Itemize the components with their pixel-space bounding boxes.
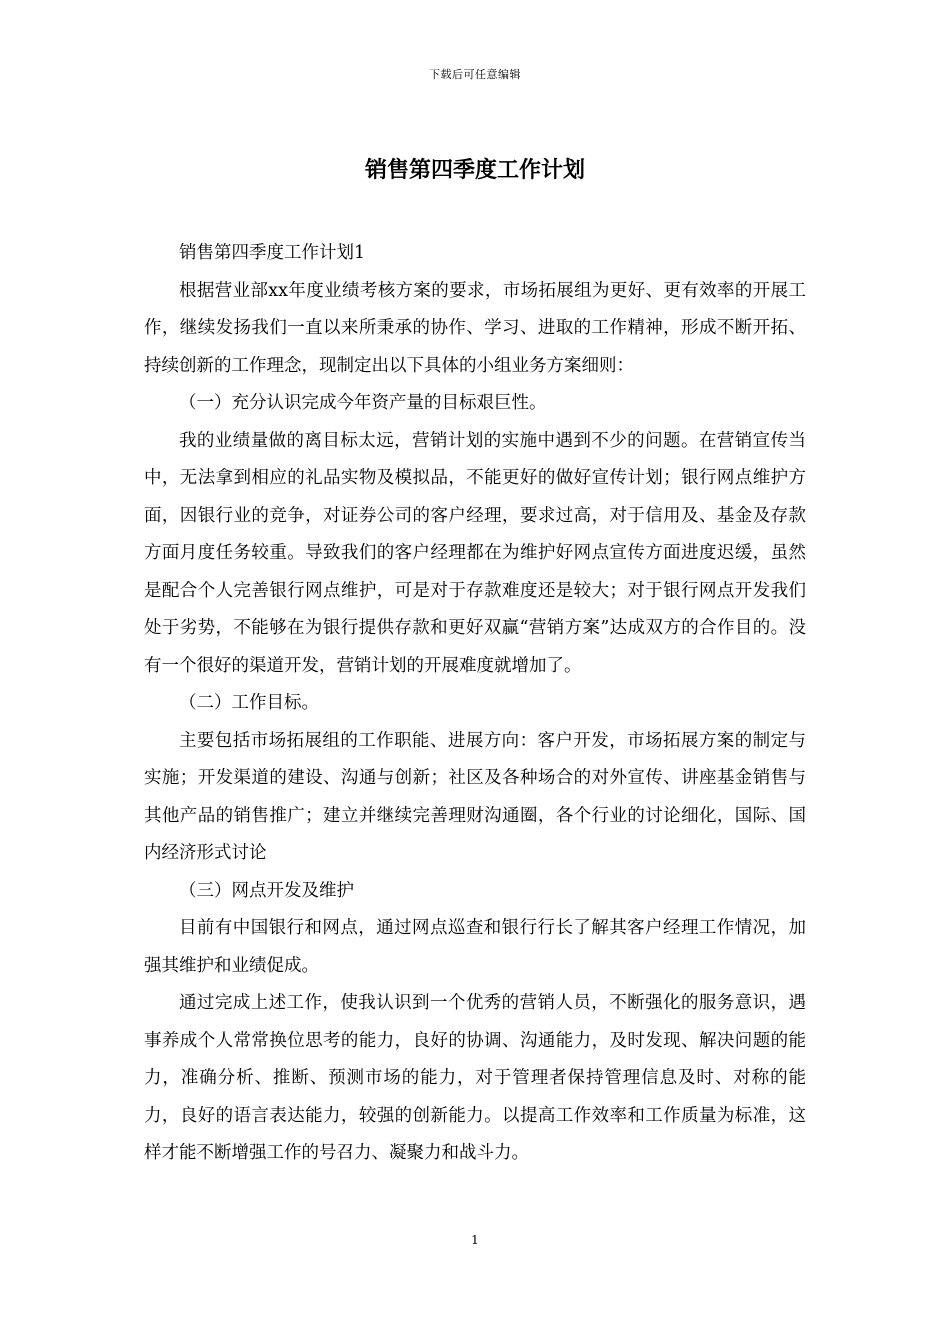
paragraph-problems: 我的业绩量做的离目标太远，营销计划的实施中遇到不少的问题。在营销宣传当中，无法拿到相应的礼品实物及模拟品，不能更好的做好宣传计划；银行网点维护方面，因银行业的竞争，对证券公司的客户经理，要求过高，对于信用及、基金及存款方面月度任务较重。导致我们的客户经理都在为维护好网点宣传方面进度迟缓，虽然是配合个人完善银行网点维护，可是对于存款难度还是较大；对于银行网点开发我们处于劣势，不能够在为银行提供存款和更好双赢“营销方案”达成双方的合作目的。没有一个很好的渠道开发，营销计划的开展难度就增加了。 bbox=[144, 430, 806, 676]
paragraph-branch: 目前有中国银行和网点，通过网点巡查和银行行长了解其客户经理工作情况，加强其维护和业绩促成。 bbox=[144, 918, 806, 976]
section-heading-2: （二）工作目标。 bbox=[179, 693, 319, 713]
header-note: 下载后可任意编辑 bbox=[429, 68, 521, 81]
paragraph-goals: 主要包括市场拓展组的工作职能、进展方向：客户开发，市场拓展方案的制定与实施；开发渠道的建设、沟通与创新；社区及各种场合的对外宣传、讲座基金销售与其他产品的销售推广；建立并继续完善理财沟通圈，各个行业的讨论细化，国际、国内经济形式讨论 bbox=[144, 730, 806, 863]
section-heading-3: （三）网点开发及维护 bbox=[179, 880, 354, 901]
document-body bbox=[144, 235, 806, 1173]
section-subtitle: 销售第四季度工作计划1 bbox=[179, 243, 366, 263]
section-heading-1: （一）充分认识完成今年资产量的目标艰巨性。 bbox=[179, 393, 547, 413]
document-title: 销售第四季度工作计划 bbox=[364, 157, 585, 183]
paragraph-intro: 根据营业部xx年度业绩考核方案的要求，市场拓展组为更好、更有效率的开展工作，继续发扬我们一直以来所秉承的协作、学习、进取的工作精神，形成不断开拓、持续创新的工作理念，现制定出以下具体的小组业务方案细则： bbox=[144, 280, 806, 376]
paragraph-summary: 通过完成上述工作，使我认识到一个优秀的营销人员，不断强化的服务意识，遇事养成个人常常换位思考的能力，良好的协调、沟通能力，及时发现、解决问题的能力，准确分析、推断、预测市场的能力，对于管理者保持管理信息及时、对称的能力，良好的语言表达能力，较强的创新能力。以提高工作效率和工作质量为标准，这样才能不断增强工作的号召力、凝聚力和战斗力。 bbox=[144, 993, 806, 1163]
page-number: 1 bbox=[471, 1233, 479, 1247]
